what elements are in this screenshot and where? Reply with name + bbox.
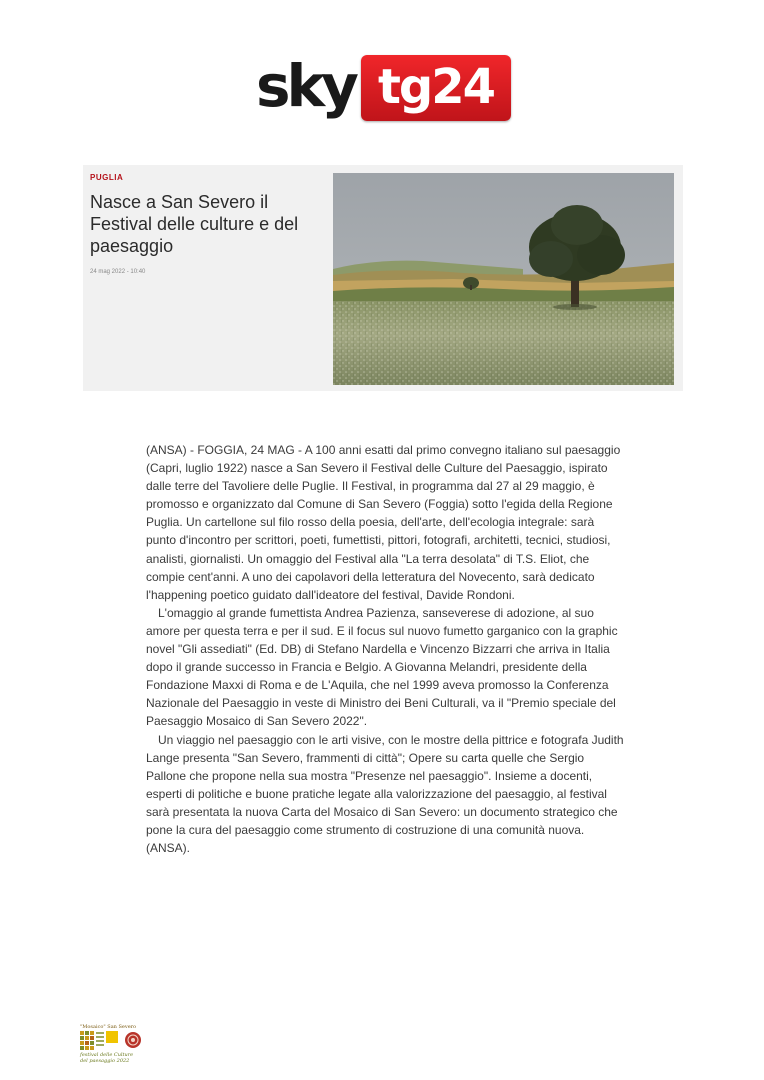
landscape-photo [333,173,674,385]
festival-logo-line2: festival delle Culture [80,1052,134,1058]
article-title: Nasce a San Severo il Festival delle culture e del paesaggio [90,192,299,256]
festival-logo-line1: "Mosaico" San Severo [80,1024,137,1030]
article-header-card [83,165,683,391]
article-paragraph: (ANSA) - FOGGIA, 24 MAG - A 100 anni esatti dal primo convegno italiano sul paesaggio (Capri, luglio 1922) nasce a San Severo il Festival delle Culture del Paesaggio, ispirato dalle terre del Tavoliere delle Puglie. Il Festival, in programma dal 27 al 29 maggio, è promosso e organizzato dal Comune di San Severo (Foggia) sotto l'egida della Regione Puglia. Un cartellone sul filo rosso della poesia, dell'arte, dell'ecologia integrale: sarà punto d'incontro per scrittori, poeti, fumettisti, pittori, fotografi, architetti, tecnici, studiosi, analisti, giornalisti. Un omaggio del Festival alla "La terra desolata" di T.S. Eliot, che compie cent'anni. A uno dei capolavori della letteratura del Novecento, sarà dedicato l'happening poetico guidato dall'ideatore del festival, Davide Rondoni. [146,443,621,602]
logo-tg24-text: tg24 [377,59,495,115]
logo-sky-text: sky [256,52,355,120]
seal-icon [124,1031,142,1049]
article-date: 24 mag 2022 - 10:40 [90,269,146,275]
article-paragraph: Un viaggio nel paesaggio con le arti visive, con le mostre della pittrice e fotografa Judith Lange presenta "San Severo, frammenti di città"; Opere su carta quelle che Sergio Pallone che propone nella sua mostra "Presenze nel paesaggio". Insieme a docenti, esperti di politiche e buone pratiche legate alla valorizzazione del paesaggio, al festival sarà presentata la nuova Carta del Mosaico di San Severo: un documento strategico che pone la cura del paesaggio come strumento di costruzione di una comunità nuova. (ANSA). [146,732,624,856]
festival-logo-line3: del paesaggio 2022 [80,1058,130,1064]
article-body [146,441,624,857]
logo-tg24-box [361,55,511,121]
mosaic-pattern-icon [80,1031,120,1051]
festival-logo [80,1024,144,1064]
sky-tg24-logo [256,52,512,124]
section-label: PUGLIA [90,173,124,182]
article-paragraph: L'omaggio al grande fumettista Andrea Pazienza, sanseverese di adozione, al suo amore per questa terra e per il sud. E il focus sul nuovo fumetto garganico con la graphic novel "Gli assediati" (Ed. DB) di Stefano Nardella e Vincenzo Bizzarri che arriva in Italia dopo il grande successo in Francia e Belgio. A Giovanna Melandri, presidente della Fondazione Maxxi di Roma e de L'Aquila, che nel 1999 aveva promosso la Conferenza Nazionale del Paesaggio in veste di Ministro dei Beni Culturali, va il "Premio speciale del Paesaggio Mosaico di San Severo 2022". [146,605,618,729]
